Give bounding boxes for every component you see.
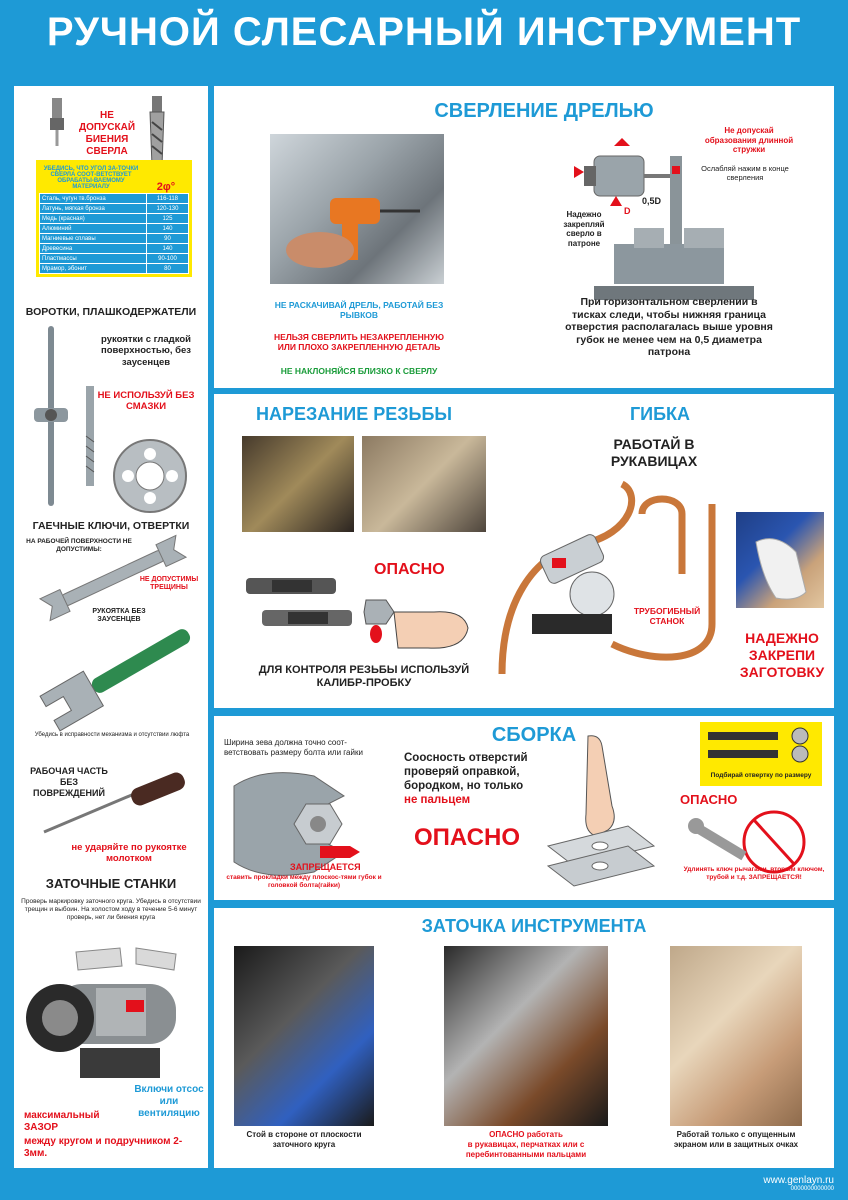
pipe-bender-label: ТРУБОГИБНЫЙ СТАНОК [633, 606, 701, 627]
materials-table-row [40, 204, 189, 214]
bending-title: ГИБКА [629, 404, 691, 424]
hand-drill-icon [270, 134, 444, 284]
material-name: Сталь, чугун тв.бронза [40, 194, 147, 204]
assembly-panel [214, 716, 834, 900]
sharpening-note-1: Стой в стороне от плоскости заточного круга [246, 1130, 362, 1149]
materials-table-header: УБЕДИСЬ, ЧТО УГОЛ ЗА-ТОЧКИ СВЕРЛА СООТ-ВЕТСТВУЕТ ОБРАБАТЫ-ВАЕМОМУ МАТЕРИАЛУ [43, 166, 139, 190]
bending-fix-warning: НАДЕЖНО ЗАКРЕПИ ЗАГОТОВКУ [739, 630, 825, 680]
die-icon [110, 436, 190, 516]
screwdriver-tips-icon [700, 722, 822, 770]
sharpening-panel [214, 908, 834, 1168]
vorotki-warning: НЕ ИСПОЛЬЗУЙ БЕЗ СМАЗКИ [97, 390, 195, 413]
alignment-finger-diagram [548, 736, 658, 896]
assembly-title: СБОРКА [491, 724, 577, 746]
drilling-smooth-note: НЕ РАСКАЧИВАЙ ДРЕЛЬ, РАБОТАЙ БЕЗ РЫВКОВ [274, 300, 444, 321]
wrench-size-note: Ширина зева должна точно соот-ветствовать размеру болта или гайки [224, 738, 363, 757]
drilling-photo [270, 134, 444, 284]
angle-label: 2φ° [156, 181, 176, 193]
finger-danger-icon [364, 590, 474, 660]
threading-photo-1 [242, 436, 354, 532]
material-angle: 120-130 [146, 204, 188, 214]
wrench-gap-diagram [234, 766, 364, 876]
adjustable-wrench-icon [40, 626, 190, 726]
material-name: Медь (красная) [40, 214, 147, 224]
grinders-note: Проверь маркировку заточного круга. Убедись в отсутствии трещин и выбоин. На холостом ходу в течение 5-6 минут проверь, нет ли биения круга [21, 898, 201, 921]
sharpening-title: ЗАТОЧКА ИНСТРУМЕНТА [421, 916, 647, 936]
materials-table [36, 160, 192, 277]
bending-gloves-photo [736, 512, 824, 608]
material-name: Латунь, мягкая бронза [40, 204, 147, 214]
material-name: Магниевые сплавы [40, 234, 147, 244]
keys-handle-note: РУКОЯТКА БЕЗ ЗАУСЕНЦЕВ [92, 608, 146, 624]
grinders-ventilation-note: Включи отсос или вентиляцию [134, 1084, 204, 1119]
threading-gauge-note: ДЛЯ КОНТРОЛЯ РЕЗЬБЫ ИСПОЛЬЗУЙ КАЛИБР-ПРОБКУ [258, 664, 470, 690]
chuck-icon [48, 98, 68, 148]
drilling-panel [214, 86, 834, 388]
page-title: РУЧНОЙ СЛЕСАРНЫЙ ИНСТРУМЕНТ [46, 10, 802, 54]
drill-chuck-note: Надежно закрепляй сверло в патроне [563, 210, 605, 248]
materials-table-row [40, 234, 189, 244]
footer-code: 0000000000000 [790, 1186, 834, 1192]
material-angle: 90 [146, 234, 188, 244]
drill-chip-warning: Не допускай образования длинной стружки [704, 126, 794, 155]
drilling-title: СВЕРЛЕНИЕ ДРЕЛЬЮ [434, 100, 654, 122]
sharpening-note-2: в рукавицах, перчатках или с перебинтованными пальцами [465, 1140, 587, 1159]
screwdriver-icon [34, 772, 194, 842]
sharpening-photo-3 [670, 946, 802, 1126]
glove-icon [736, 512, 824, 608]
sharpening-note-2-red: ОПАСНО работать [489, 1130, 563, 1139]
assembly-forbidden-note: ставить прокладки между плоскос-тями губок и головкой болта(гайки) [226, 874, 382, 889]
materials-table-row [40, 194, 189, 204]
materials-table-row [40, 224, 189, 234]
grinders-title: ЗАТОЧНЫЕ СТАНКИ [45, 876, 177, 891]
material-angle: 140 [146, 244, 188, 254]
materials-rows [39, 193, 189, 274]
screwdriver-warning: не ударяйте по рукоятке молотком [71, 842, 187, 865]
keys-cracks-warning: НЕ ДОПУСТИМЫ ТРЕЩИНЫ [139, 576, 199, 592]
threading-bending-panel [214, 394, 834, 708]
material-angle: 125 [146, 214, 188, 224]
screwdriver-size-box [700, 722, 822, 786]
bench-grinder-illustration [26, 948, 196, 1098]
grinders-gap-value: между кругом и подручником 2-3мм. [24, 1136, 183, 1159]
dim-d-label: D [624, 206, 631, 216]
bending-gloves-note: РАБОТАЙ В РУКАВИЦАХ [610, 436, 698, 469]
vorotki-title: ВОРОТКИ, ПЛАШКОДЕРЖАТЕЛИ [25, 306, 197, 318]
thread-gauge-icon [242, 570, 362, 650]
drill-pressure-note: Ослабляй нажим в конце сверления [701, 164, 789, 182]
drilling-lean-warning: НЕ НАКЛОНЯЙСЯ БЛИЗКО К СВЕРЛУ [280, 366, 438, 376]
materials-table-row [40, 254, 189, 264]
threading-title: НАРЕЗАНИЕ РЕЗЬБЫ [255, 404, 452, 424]
assembly-danger-big: ОПАСНО [414, 824, 520, 851]
wrench-extension-warning: Удлинять ключ рычагами, вторым ключом, трубой и т.д. ЗАПРЕЩАЕТСЯ! [683, 866, 825, 881]
assembly-danger-small: ОПАСНО [680, 792, 738, 807]
dim-05d-label: 0,5D [642, 196, 662, 206]
grinders-gap-label: максимальный ЗАЗОР [24, 1110, 100, 1133]
sharpening-note-3: Работай только с опущенным экраном или в защитных очках [673, 1130, 799, 1149]
material-angle: 90-100 [146, 254, 188, 264]
vorotki-note: рукоятки с гладкой поверхностью, без заусенцев [101, 334, 191, 368]
materials-table-row [40, 264, 189, 274]
threading-photo-2 [362, 436, 486, 532]
drilling-horizontal-note: При горизонтальном сверлении в тисках следи, чтобы нижняя граница отверстия располагалась выше уровня губок не менее чем на 0,5 диаметра патрона [565, 296, 773, 359]
pipe-bender-illustration [492, 474, 722, 694]
keys-mechanism-note: Убедись в исправности механизма и отсутствии люфта [34, 732, 190, 738]
drilling-fix-warning: НЕЛЬЗЯ СВЕРЛИТЬ НЕЗАКРЕПЛЕННУЮ ИЛИ ПЛОХО ЗАКРЕПЛЕННУЮ ДЕТАЛЬ [274, 332, 444, 353]
assembly-alignment-note: Соосность отверстий проверяй оправкой, бородком, но только [404, 752, 528, 792]
drill-runout-warning: НЕ ДОПУСКАЙ БИЕНИЯ СВЕРЛА [78, 110, 136, 157]
threading-danger: ОПАСНО [374, 561, 445, 578]
left-column-panel [14, 86, 208, 1168]
material-name: Мрамор, эбонит [40, 264, 147, 274]
material-name: Пластмассы [40, 254, 147, 264]
sharpening-photo-2 [444, 946, 608, 1126]
footer-site[interactable]: www.genlayn.ru [763, 1175, 834, 1186]
assembly-forbidden: ЗАПРЕЩАЕТСЯ [290, 862, 361, 872]
keys-title: ГАЕЧНЫЕ КЛЮЧИ, ОТВЕРТКИ [32, 520, 190, 532]
sharpening-photo-1 [234, 946, 374, 1126]
keys-note-surface: НА РАБОЧЕЙ ПОВЕРХНОСТИ НЕ ДОПУСТИМЫ: [26, 538, 132, 553]
assembly-alignment-red: не пальцем [404, 794, 471, 806]
materials-table-row [40, 244, 189, 254]
material-name: Алюминий [40, 224, 147, 234]
materials-table-row [40, 214, 189, 224]
material-name: Древесина [40, 244, 147, 254]
material-angle: 116-118 [146, 194, 188, 204]
screwdriver-note: РАБОЧАЯ ЧАСТЬ БЕЗ ПОВРЕЖДЕНИЙ [30, 766, 108, 798]
screwdriver-size-note: Подбирай отвертку по размеру [710, 772, 812, 779]
footer [763, 1175, 834, 1192]
material-angle: 80 [146, 264, 188, 274]
material-angle: 140 [146, 224, 188, 234]
